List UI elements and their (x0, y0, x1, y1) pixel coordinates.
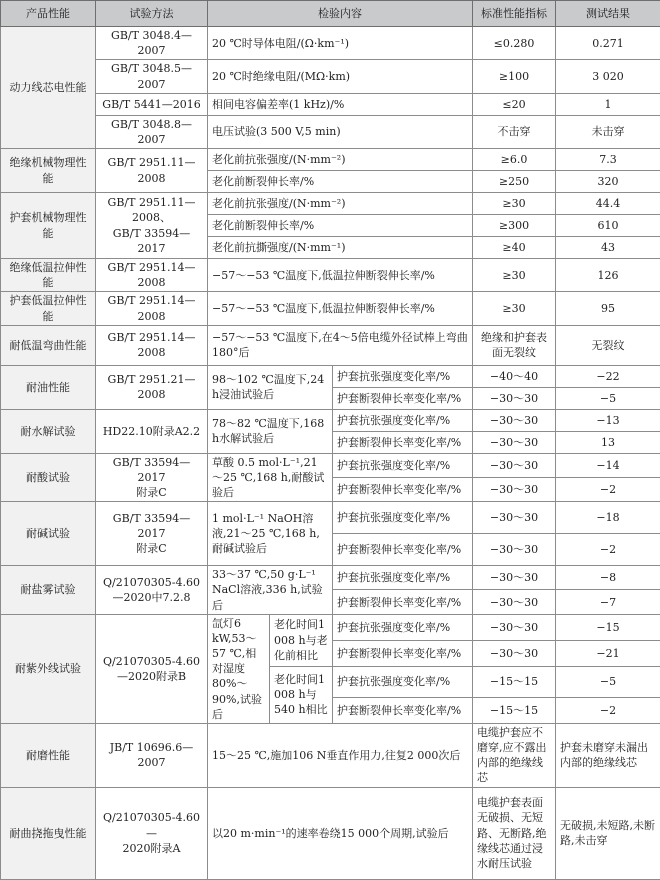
method-cell: GB/T 2951.11—2008 (96, 149, 208, 193)
method-cell (96, 453, 208, 502)
content-cell: 20 ℃时导体电阻/(Ω·km⁻¹) (208, 27, 473, 60)
standard-cell: 绝缘和护套表面无裂纹 (473, 325, 556, 365)
content-cell: 护套抗张强度变化率/% (333, 666, 473, 697)
content-cell: 老化前抗张强度/(N·mm⁻²) (208, 149, 473, 171)
method-line: 附录C (100, 541, 203, 556)
method-line: GB/T 2951.11—2008、 (100, 195, 203, 225)
method-cell: JB/T 10696.6—2007 (96, 723, 208, 787)
standard-cell: −30～30 (473, 502, 556, 534)
result-cell: 43 (556, 237, 660, 259)
result-cell: 610 (556, 215, 660, 237)
header-product-property: 产品性能 (1, 1, 96, 27)
content-cell: 护套断裂伸长率变化率/% (333, 534, 473, 566)
method-cell: HD22.10附录A2.2 (96, 409, 208, 453)
method-line: —2020附录B (100, 669, 203, 684)
table-row (1, 566, 660, 590)
content-cell: 护套断裂伸长率变化率/% (333, 387, 473, 409)
content-cell: −57～−53 ℃温度下,低温拉伸断裂伸长率/% (208, 292, 473, 325)
method-line: GB/T 33594—2017 (100, 455, 203, 485)
content-cell: 老化前抗张强度/(N·mm⁻²) (208, 193, 473, 215)
standard-cell: ≥250 (473, 171, 556, 193)
standard-cell: ≥30 (473, 259, 556, 292)
content-cell: 护套抗张强度变化率/% (333, 566, 473, 590)
standard-cell: −15～15 (473, 666, 556, 697)
standard-cell: 电缆护套应不磨穿,应不露出内部的绝缘线芯 (473, 723, 556, 787)
content-cell: 护套断裂伸长率变化率/% (333, 477, 473, 501)
standard-cell: −30～30 (473, 431, 556, 453)
method-line: Q/21070305-4.60— (100, 810, 203, 840)
condition-cell: 1 mol·L⁻¹ NaOH溶液,21～25 ℃,168 h,耐碱试验后 (208, 502, 333, 566)
content-cell: 护套抗张强度变化率/% (333, 365, 473, 387)
condition-cell: 78～82 ℃温度下,168 h水解试验后 (208, 409, 333, 453)
table-row (1, 325, 660, 365)
content-cell: 护套抗张强度变化率/% (333, 453, 473, 477)
result-cell: −21 (556, 640, 660, 666)
result-cell: 无裂纹 (556, 325, 660, 365)
category-cell: 耐磨性能 (1, 723, 96, 787)
result-cell: 3 020 (556, 60, 660, 93)
content-cell: −57～−53 ℃温度下,低温拉伸断裂伸长率/% (208, 259, 473, 292)
content-cell: 以20 m·min⁻¹的速率卷绕15 000个周期,试验后 (208, 787, 473, 879)
header-standard-index: 标准性能指标 (473, 1, 556, 27)
result-cell: −22 (556, 365, 660, 387)
content-cell: 护套抗张强度变化率/% (333, 409, 473, 431)
method-cell: GB/T 2951.21—2008 (96, 365, 208, 409)
condition-cell: 33～37 ℃,50 g·L⁻¹ NaCl溶液,336 h,试验后 (208, 566, 333, 615)
content-cell: 护套断裂伸长率变化率/% (333, 431, 473, 453)
standard-cell: −30～30 (473, 566, 556, 590)
method-cell (96, 787, 208, 879)
standard-cell: −30～30 (473, 614, 556, 640)
table-row (1, 502, 660, 534)
table-row (1, 409, 660, 431)
category-cell: 耐曲挠拖曳性能 (1, 787, 96, 879)
category-cell: 耐低温弯曲性能 (1, 325, 96, 365)
table-row (1, 115, 660, 148)
category-cell: 护套低温拉伸性能 (1, 292, 96, 325)
standard-cell: ≤0.280 (473, 27, 556, 60)
aging-condition-cell: 老化时间1 008 h与老化前相比 (270, 614, 333, 666)
result-cell: 44.4 (556, 193, 660, 215)
method-line: 附录C (100, 485, 203, 500)
content-cell: −57～−53 ℃温度下,在4～5倍电缆外径试棒上弯曲180°后 (208, 325, 473, 365)
aging-condition-cell: 老化时间1 008 h与540 h相比 (270, 666, 333, 723)
category-cell: 耐水解试验 (1, 409, 96, 453)
condition-cell: 草酸 0.5 mol·L⁻¹,21～25 ℃,168 h,耐酸试验后 (208, 453, 333, 502)
result-cell: −13 (556, 409, 660, 431)
category-cell: 绝缘低温拉伸性能 (1, 259, 96, 292)
standard-cell: ≥100 (473, 60, 556, 93)
header-test-content: 检验内容 (208, 1, 473, 27)
result-cell: 126 (556, 259, 660, 292)
method-cell: GB/T 3048.5—2007 (96, 60, 208, 93)
result-cell: 0.271 (556, 27, 660, 60)
content-cell: 老化前断裂伸长率/% (208, 215, 473, 237)
method-cell (96, 614, 208, 723)
result-cell: 95 (556, 292, 660, 325)
category-cell: 耐碱试验 (1, 502, 96, 566)
result-cell: 13 (556, 431, 660, 453)
content-cell: 护套断裂伸长率变化率/% (333, 590, 473, 614)
content-cell: 护套断裂伸长率变化率/% (333, 640, 473, 666)
table-row (1, 787, 660, 879)
result-cell: −5 (556, 387, 660, 409)
result-cell: −8 (556, 566, 660, 590)
standard-cell: ≥30 (473, 193, 556, 215)
result-cell: 未击穿 (556, 115, 660, 148)
table-row (1, 27, 660, 60)
content-cell: 老化前抗撕强度/(N·mm⁻¹) (208, 237, 473, 259)
header-row (1, 1, 660, 27)
table-row (1, 614, 660, 640)
standard-cell: −15～15 (473, 697, 556, 723)
method-line: GB/T 33594—2017 (100, 226, 203, 256)
standard-cell: ≥300 (473, 215, 556, 237)
content-cell: 相间电容偏差率(1 kHz)/% (208, 93, 473, 115)
table-row (1, 453, 660, 477)
result-cell: −14 (556, 453, 660, 477)
content-cell: 老化前断裂伸长率/% (208, 171, 473, 193)
table-row (1, 365, 660, 387)
table-row (1, 93, 660, 115)
method-line: Q/21070305-4.60 (100, 654, 203, 669)
result-cell: 护套未磨穿未漏出内部的绝缘线芯 (556, 723, 660, 787)
content-cell: 护套抗张强度变化率/% (333, 614, 473, 640)
table-row (1, 193, 660, 215)
method-cell: GB/T 2951.14—2008 (96, 259, 208, 292)
standard-cell: 不击穿 (473, 115, 556, 148)
result-cell: −5 (556, 666, 660, 697)
standard-cell: ≥6.0 (473, 149, 556, 171)
table-row (1, 723, 660, 787)
method-cell: GB/T 2951.14—2008 (96, 325, 208, 365)
result-cell: −2 (556, 697, 660, 723)
standard-cell: −30～30 (473, 534, 556, 566)
result-cell: −7 (556, 590, 660, 614)
header-test-result: 测试结果 (556, 1, 660, 27)
result-cell: 1 (556, 93, 660, 115)
standard-cell: −30～30 (473, 409, 556, 431)
content-cell: 电压试验(3 500 V,5 min) (208, 115, 473, 148)
standard-cell: −40～40 (473, 365, 556, 387)
standard-cell: ≥30 (473, 292, 556, 325)
result-cell: −15 (556, 614, 660, 640)
table-row (1, 60, 660, 93)
standard-cell: −30～30 (473, 387, 556, 409)
table-row (1, 292, 660, 325)
category-cell: 动力线芯电性能 (1, 27, 96, 149)
result-cell: −18 (556, 502, 660, 534)
content-cell: 15～25 ℃,施加106 N垂直作用力,往复2 000次后 (208, 723, 473, 787)
method-line: GB/T 33594—2017 (100, 511, 203, 541)
standard-cell: −30～30 (473, 640, 556, 666)
header-test-method: 试验方法 (96, 1, 208, 27)
category-cell: 耐盐雾试验 (1, 566, 96, 615)
category-cell: 护套机械物理性能 (1, 193, 96, 259)
result-cell: 320 (556, 171, 660, 193)
condition-cell: 98～102 ℃温度下,24 h浸油试验后 (208, 365, 333, 409)
method-cell (96, 502, 208, 566)
method-cell: GB/T 3048.4—2007 (96, 27, 208, 60)
table-row (1, 149, 660, 171)
table-row (1, 259, 660, 292)
standard-cell: 电缆护套表面无破损、无短路、无断路,绝缘线芯通过浸水耐压试验 (473, 787, 556, 879)
content-cell: 20 ℃时绝缘电阻/(MΩ·km) (208, 60, 473, 93)
content-cell: 护套断裂伸长率变化率/% (333, 697, 473, 723)
standard-cell: −30～30 (473, 590, 556, 614)
standard-cell: ≤20 (473, 93, 556, 115)
method-cell (96, 193, 208, 259)
method-line: —2020中7.2.8 (100, 590, 203, 605)
result-cell: −2 (556, 534, 660, 566)
method-cell: GB/T 3048.8—2007 (96, 115, 208, 148)
result-cell: 7.3 (556, 149, 660, 171)
method-cell: GB/T 2951.14—2008 (96, 292, 208, 325)
standard-cell: −30～30 (473, 453, 556, 477)
result-cell: −2 (556, 477, 660, 501)
category-cell: 耐油性能 (1, 365, 96, 409)
category-cell: 耐紫外线试验 (1, 614, 96, 723)
category-cell: 耐酸试验 (1, 453, 96, 502)
method-cell: GB/T 5441—2016 (96, 93, 208, 115)
method-line: Q/21070305-4.60 (100, 575, 203, 590)
condition-cell: 氙灯6 kW,53～57 ℃,相对湿度80%～90%,试验后 (208, 614, 270, 723)
result-cell: 无破损,未短路,未断路,未击穿 (556, 787, 660, 879)
standard-cell: ≥40 (473, 237, 556, 259)
method-cell (96, 566, 208, 615)
category-cell: 绝缘机械物理性能 (1, 149, 96, 193)
method-line: 2020附录A (100, 841, 203, 856)
standard-cell: −30～30 (473, 477, 556, 501)
content-cell: 护套抗张强度变化率/% (333, 502, 473, 534)
